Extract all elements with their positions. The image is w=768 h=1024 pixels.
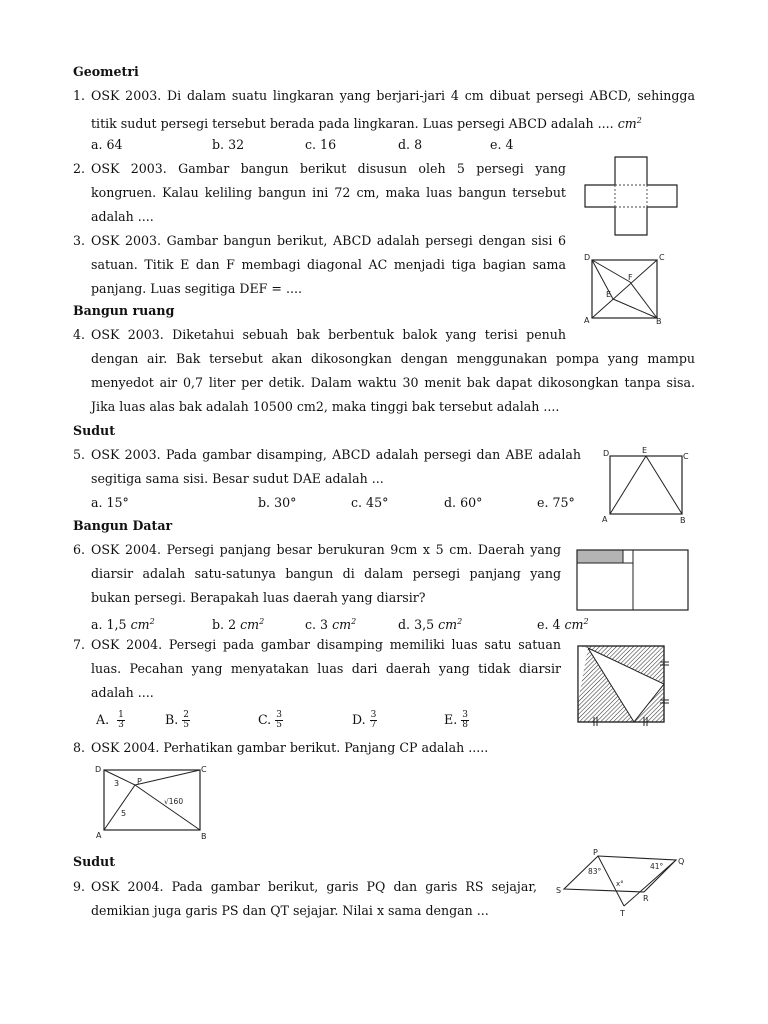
q1-option-b: b. 32 (212, 137, 245, 152)
q7-option-d: D. $\frac{3}{7}$ (352, 710, 377, 730)
q2-line3: adalah .... (91, 209, 154, 224)
q5-label-d: D (603, 449, 610, 458)
q1-option-a: a. 64 (91, 137, 123, 152)
q5-option-b: b. 30° (258, 495, 297, 510)
q5-line1: OSK 2003. Pada gambar disamping, ABCD adalah persegi dan ABE adalah (91, 447, 581, 462)
q9-angle-x: x° (616, 880, 624, 888)
q9-label-s: S (556, 886, 562, 895)
q6-option-b: b. 2 $cm^2$ (212, 617, 265, 632)
q2-number: 2. (73, 161, 86, 176)
q9-label-r: R (643, 894, 649, 903)
q1-number: 1. (73, 88, 86, 103)
q5-label-a: A (602, 515, 608, 524)
q5-line2: segitiga sama sisi. Besar sudut DAE adalah ... (91, 471, 384, 486)
section-heading-geometri: Geometri (73, 64, 139, 79)
q7-number: 7. (73, 637, 86, 652)
q5-option-e: e. 75° (537, 495, 575, 510)
q6-line3: bukan persegi. Berapakah luas daerah yang diarsir? (91, 590, 426, 605)
q3-line1: OSK 2003. Gambar bangun berikut, ABCD adalah persegi dengan sisi 6 (91, 233, 566, 248)
q9-line2: demikian juga garis PS dan QT sejajar. Nilai x sama dengan ... (91, 903, 489, 918)
q8-label-b: B (201, 832, 207, 841)
q7-option-e: E. $\frac{3}{8}$ (444, 710, 468, 730)
q8-label-5: 5 (121, 809, 127, 818)
q1-option-c: c. 16 (305, 137, 337, 152)
q5-label-b: B (680, 516, 686, 525)
q7-option-b: B. $\frac{2}{5}$ (165, 710, 190, 730)
q4-number: 4. (73, 327, 86, 342)
section-heading-bangun-datar: Bangun Datar (73, 518, 173, 533)
q8-label-a: A (96, 831, 102, 840)
q3-label-f: F (628, 273, 633, 282)
q8-label-3: 3 (114, 779, 120, 788)
q6-line1: OSK 2004. Persegi panjang besar berukuran 9cm x 5 cm. Daerah yang (91, 542, 561, 557)
q9-label-t: T (620, 909, 625, 918)
q5-option-c: c. 45° (351, 495, 389, 510)
q3-label-a: A (584, 316, 590, 325)
q1-line2: titik sudut persegi tersebut berada pada lingkaran. Luas persegi ABCD adalah .... $cm^2$ (91, 116, 642, 131)
q9-label-p: P (593, 848, 598, 857)
q5-number: 5. (73, 447, 86, 462)
q8-label-d: D (95, 765, 102, 774)
q4-line3: menyedot air 0,7 liter per detik. Dalam waktu 30 menit bak dapat dikosongkan tanpa sisa. (91, 375, 695, 390)
q4-line2: dengan air. Bak tersebut akan dikosongkan dengan menggunakan pompa yang mampu (91, 351, 695, 366)
q7-line2: luas. Pecahan yang menyatakan luas dari daerah yang tidak diarsir (91, 661, 561, 676)
q3-label-c: C (659, 253, 665, 262)
q9-label-q: Q (678, 857, 685, 866)
q9-number: 9. (73, 879, 86, 894)
q1-option-d: d. 8 (398, 137, 423, 152)
q6-option-c: c. 3 $cm^2$ (305, 617, 357, 632)
q9-line1: OSK 2004. Pada gambar berikut, garis PQ dan garis RS sejajar, (91, 879, 537, 894)
q3-line2: satuan. Titik E dan F membagi diagonal AC menjadi tiga bagian sama (91, 257, 566, 272)
q6-option-a: a. 1,5 $cm^2$ (91, 617, 155, 632)
q9-angle-83: 83° (588, 867, 602, 876)
q2-line2: kongruen. Kalau keliling bangun ini 72 cm, maka luas bangun tersebut (91, 185, 566, 200)
q5-option-d: d. 60° (444, 495, 483, 510)
q7-option-a: A. $\frac{1}{3}$ (96, 710, 124, 730)
q9-parallel-lines-figure (552, 846, 688, 918)
q6-option-d: d. 3,5 $cm^2$ (398, 617, 463, 632)
q8-label-c: C (201, 765, 207, 774)
q7-line1: OSK 2004. Persegi pada gambar disamping memiliki luas satu satuan (91, 637, 561, 652)
q1-line1: OSK 2003. Di dalam suatu lingkaran yang berjari-jari 4 cm dibuat persegi ABCD, sehingga (91, 88, 695, 103)
q8-line1: OSK 2004. Perhatikan gambar berikut. Panjang CP adalah ..... (91, 740, 489, 755)
q5-option-a: a. 15° (91, 495, 129, 510)
q7-line3: adalah .... (91, 685, 154, 700)
q3-number: 3. (73, 233, 86, 248)
q4-line1: OSK 2003. Diketahui sebuah bak berbentuk balok yang terisi penuh (91, 327, 566, 342)
q2-line1: OSK 2003. Gambar bangun berikut disusun oleh 5 persegi yang (91, 161, 566, 176)
q4-line4: Jika luas alas bak adalah 10500 cm2, maka tinggi bak tersebut adalah .... (91, 399, 560, 414)
q5-label-e: E (642, 446, 648, 455)
q3-label-e: E (606, 290, 612, 299)
q3-label-d: D (584, 253, 591, 262)
section-heading-sudut-2: Sudut (73, 854, 116, 869)
q9-angle-41: 41° (650, 862, 664, 871)
q5-label-c: C (683, 452, 689, 461)
q8-label-p: P (137, 777, 142, 786)
q2-cross-figure (584, 157, 684, 237)
q8-number: 8. (73, 740, 86, 755)
q3-square-figure (583, 252, 673, 324)
q7-shaded-square-figure (574, 642, 670, 724)
q8-label-sqrt160: √160 (164, 797, 184, 806)
q8-rectangle-figure (92, 760, 214, 840)
section-heading-bangun-ruang: Bangun ruang (73, 303, 175, 318)
q6-rectangle-figure (575, 546, 690, 612)
q7-option-c: C. $\frac{3}{5}$ (258, 710, 282, 730)
q1-option-e: e. 4 (490, 137, 514, 152)
q6-line2: diarsir adalah satu-satunya bangun di dalam persegi panjang yang (91, 566, 561, 581)
q6-option-e: e. 4 $cm^2$ (537, 617, 589, 632)
q5-square-triangle-figure (600, 446, 692, 524)
q6-number: 6. (73, 542, 86, 557)
section-heading-sudut: Sudut (73, 423, 116, 438)
q3-label-b: B (656, 317, 662, 326)
q3-line3: panjang. Luas segitiga DEF = .... (91, 281, 302, 296)
